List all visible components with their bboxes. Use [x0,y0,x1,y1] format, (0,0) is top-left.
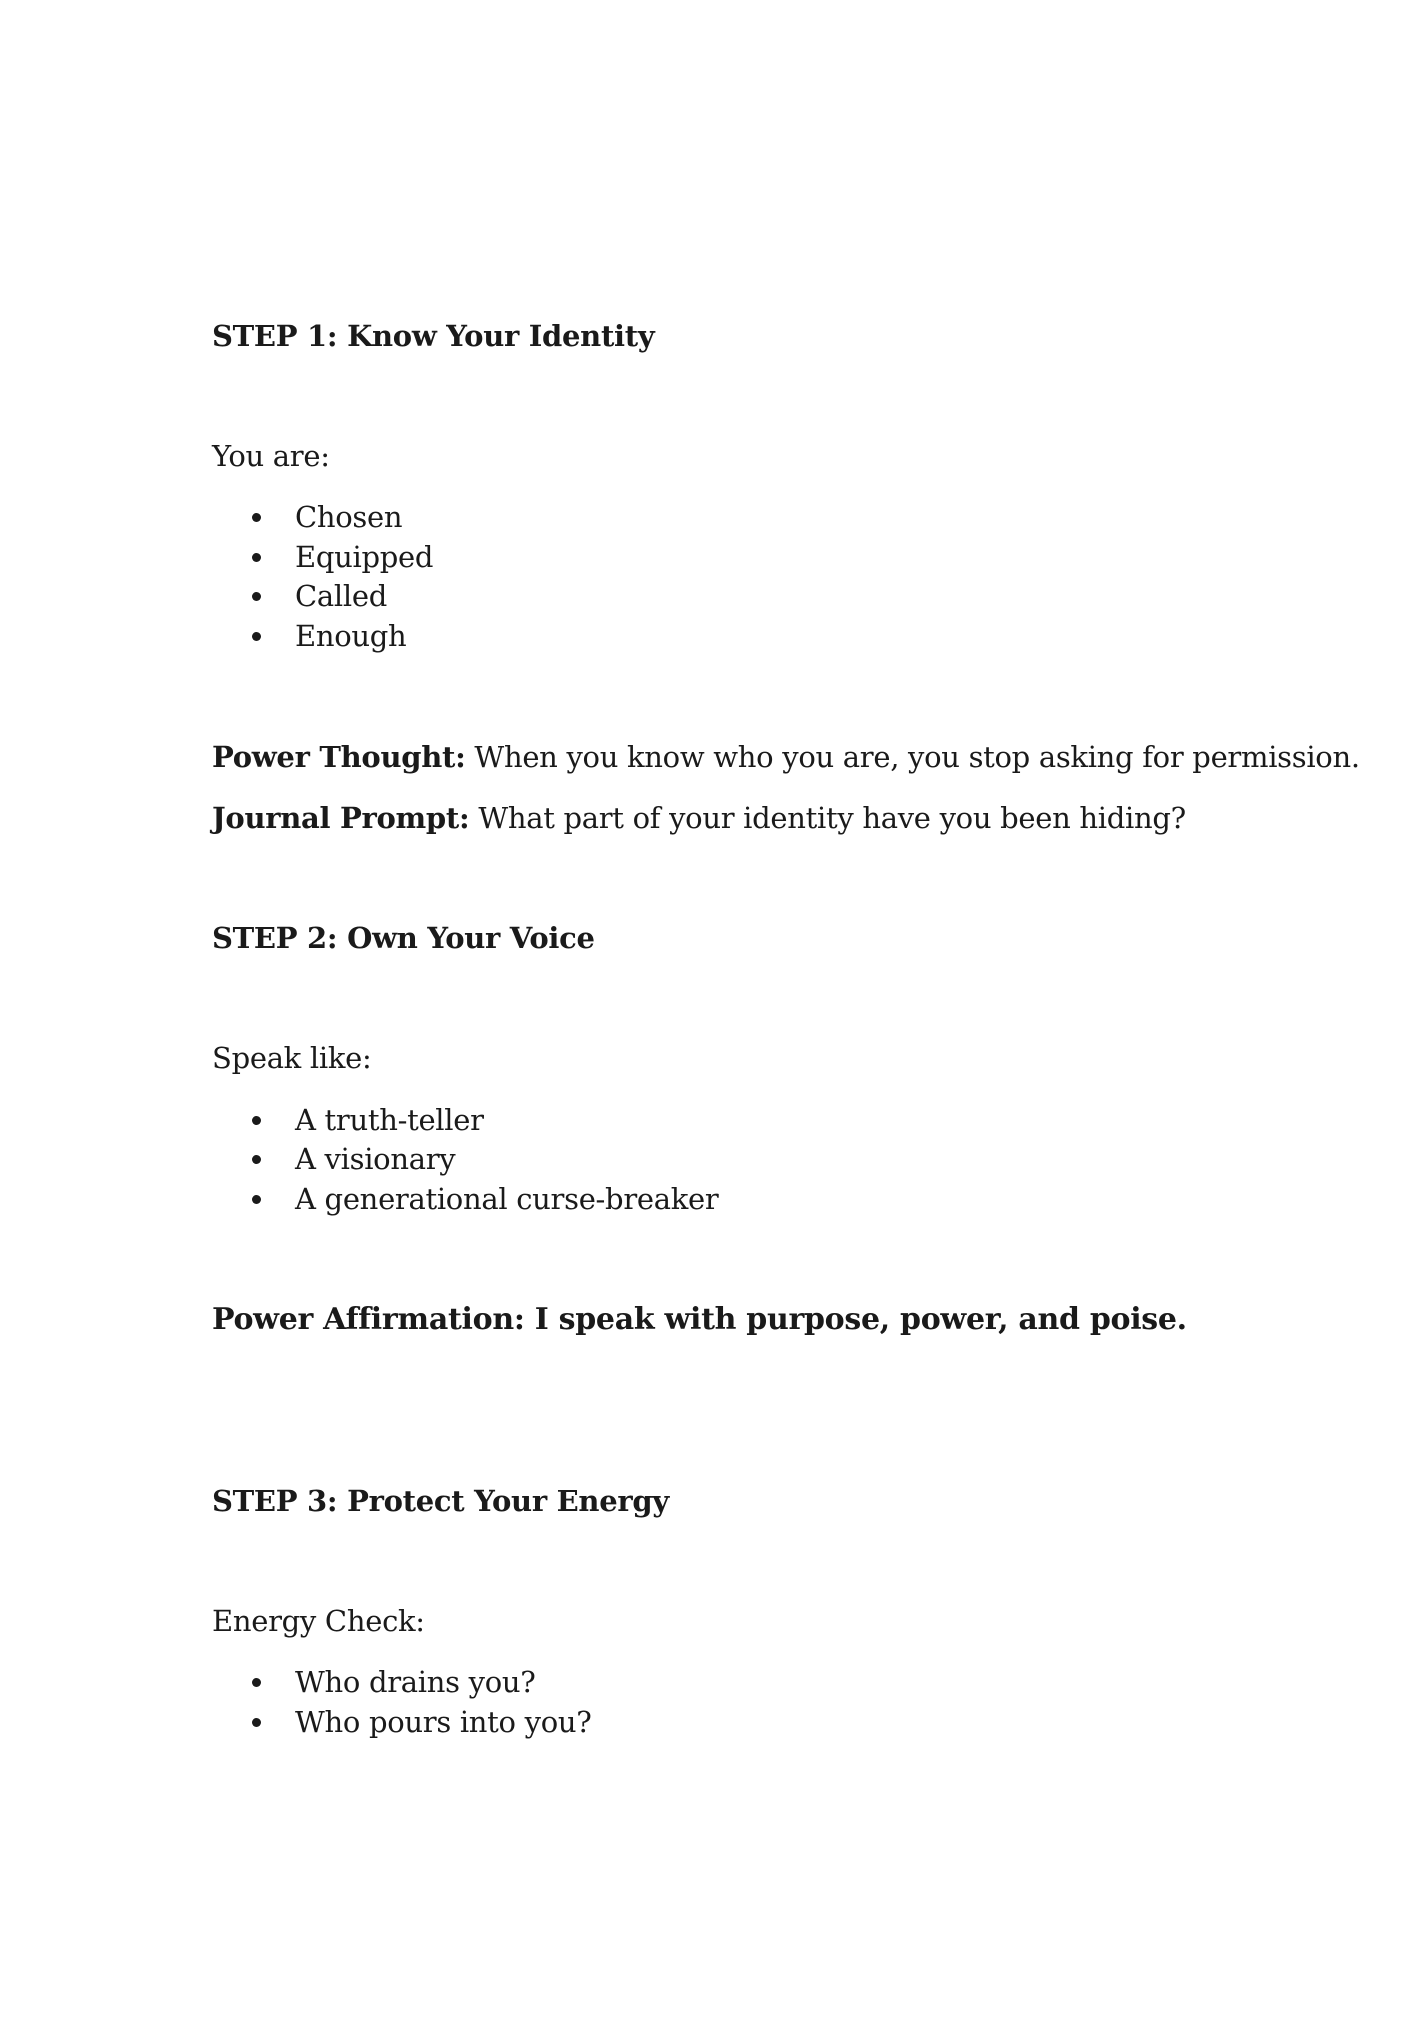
journal-prompt-label: Journal Prompt: [212,801,470,835]
list-item-text: Equipped [295,540,434,574]
step2-heading: STEP 2: Own Your Voice [212,921,595,955]
step3-heading: STEP 3: Protect Your Energy [212,1484,669,1518]
bullet-icon [252,1116,261,1125]
journal-prompt [212,798,1186,838]
power-thought-text: When you know who you are, you stop asking for permission. [465,740,1360,774]
list-item-text: Called [295,579,387,613]
list-item-text: A generational curse-breaker [295,1182,719,1216]
list-item-text: A truth-teller [295,1103,484,1137]
power-thought [212,737,1360,777]
power-thought-label: Power Thought: [212,740,466,774]
step3-intro: Energy Check: [212,1604,425,1638]
list-item-text: Who drains you? [295,1665,536,1699]
list-item-text: A visionary [295,1142,456,1176]
bullet-icon [252,553,261,562]
bullet-icon [252,632,261,641]
step1-heading: STEP 1: Know Your Identity [212,319,655,353]
bullet-icon [252,513,261,522]
list-item-text: Chosen [295,500,403,534]
list-item-text: Who pours into you? [295,1705,592,1739]
step1-intro: You are: [212,439,330,473]
bullet-icon [252,1155,261,1164]
journal-prompt-text: What part of your identity have you been hiding? [469,801,1186,835]
power-affirmation: Power Affirmation: I speak with purpose, power, and poise. [212,1302,1187,1337]
step2-intro: Speak like: [212,1041,372,1075]
bullet-icon [252,1195,261,1204]
bullet-icon [252,592,261,601]
bullet-icon [252,1678,261,1687]
bullet-icon [252,1718,261,1727]
list-item-text: Enough [295,619,407,653]
